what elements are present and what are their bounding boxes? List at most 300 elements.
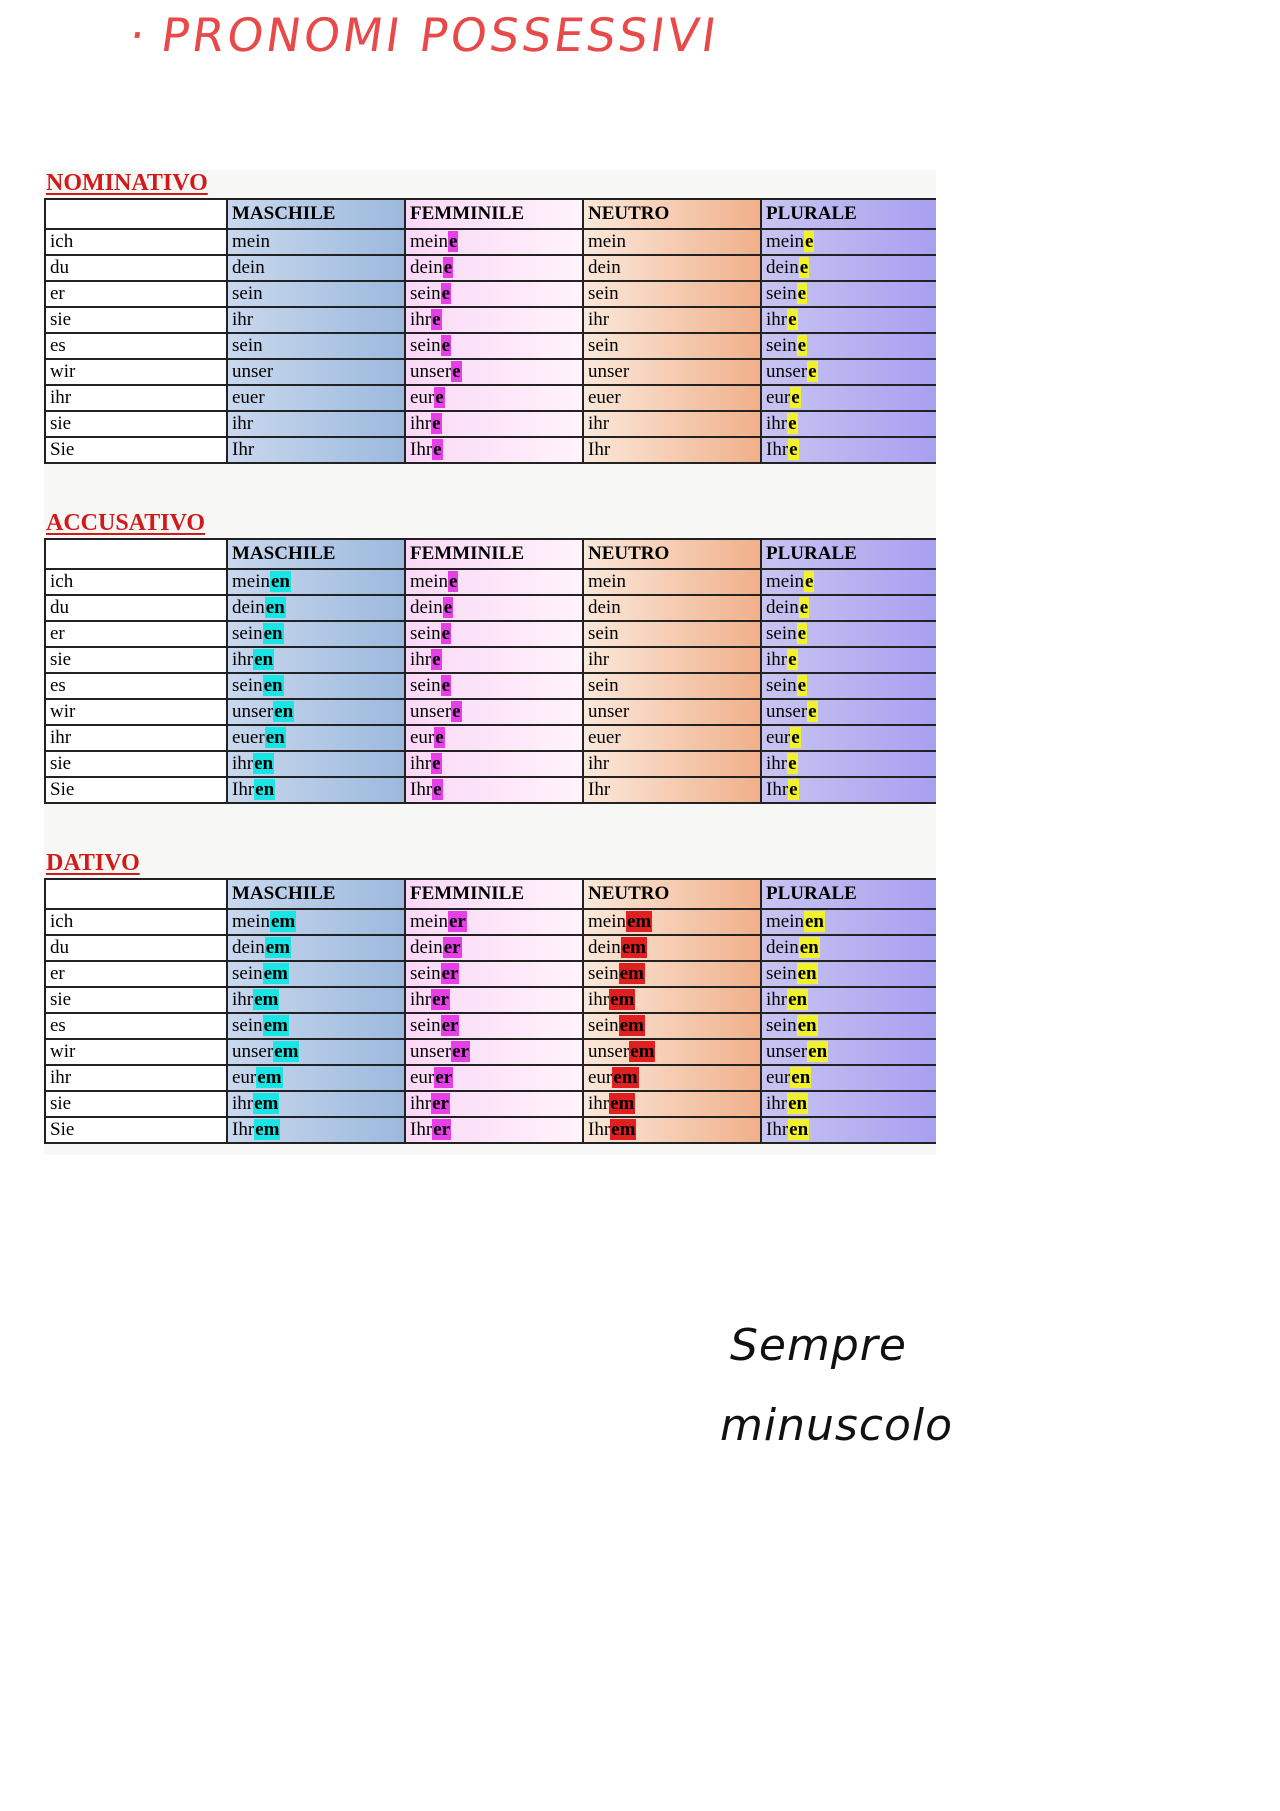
stem-text: mein [232, 571, 270, 592]
form-cell [227, 935, 405, 961]
pronoun-cell: Sie [45, 777, 227, 803]
table-row [45, 1013, 936, 1039]
ending-highlight: e [791, 727, 800, 748]
stem-text: Ihr [410, 1119, 433, 1140]
form-cell [761, 595, 936, 621]
stem-text: dein [232, 257, 265, 278]
ending-highlight: e [433, 439, 442, 460]
pronoun-cell: sie [45, 1091, 227, 1117]
header-row [45, 539, 936, 569]
form-cell [405, 987, 583, 1013]
table-row [45, 333, 936, 359]
form-cell [583, 333, 761, 359]
pronoun-cell: ihr [45, 385, 227, 411]
form-cell [583, 621, 761, 647]
stem-text: dein [410, 597, 443, 618]
ending-highlight: er [433, 1119, 451, 1140]
stem-text: unser [232, 701, 274, 722]
ending-highlight: e [788, 309, 797, 330]
ending-highlight: em [610, 989, 635, 1010]
stem-text: ihr [410, 309, 432, 330]
ending-highlight: em [613, 1067, 638, 1088]
header-row [45, 879, 936, 909]
stem-text: eur [410, 1067, 435, 1088]
table-row [45, 935, 936, 961]
form-cell [583, 411, 761, 437]
stem-text: Ihr [766, 779, 789, 800]
stem-text: ihr [410, 649, 432, 670]
table-row [45, 673, 936, 699]
stem-text: ihr [588, 413, 610, 434]
stem-text: sein [410, 283, 441, 304]
form-cell [583, 935, 761, 961]
column-header: MASCHILE [227, 199, 405, 229]
ending-highlight: en [788, 1093, 808, 1114]
case-title: ACCUSATIVO [46, 510, 206, 536]
column-header: NEUTRO [583, 879, 761, 909]
ending-highlight: e [443, 257, 453, 278]
ending-highlight: er [452, 1041, 470, 1062]
form-cell [227, 961, 405, 987]
form-cell [583, 909, 761, 935]
stem-text: mein [232, 911, 270, 932]
stem-text: unser [766, 1041, 808, 1062]
stem-text: Ihr [588, 1119, 611, 1140]
stem-text: mein [588, 571, 626, 592]
form-cell [227, 229, 405, 255]
table-row [45, 725, 936, 751]
nominativo-table [44, 198, 936, 464]
form-cell [583, 647, 761, 673]
table-row [45, 961, 936, 987]
form-cell [227, 359, 405, 385]
form-cell [761, 751, 936, 777]
column-header: PLURALE [761, 879, 936, 909]
form-cell [583, 229, 761, 255]
stem-text: dein [410, 937, 443, 958]
table-row [45, 411, 936, 437]
stem-text: euer [232, 727, 265, 748]
stem-text: euer [588, 387, 621, 408]
form-cell [761, 437, 936, 463]
form-cell [227, 333, 405, 359]
ending-highlight: er [449, 911, 466, 932]
stem-text: sein [588, 335, 619, 356]
form-cell [761, 359, 936, 385]
stem-text: sein [410, 1015, 441, 1036]
pronoun-header [45, 199, 227, 229]
stem-text: mein [410, 571, 448, 592]
form-cell [761, 1039, 936, 1065]
form-cell [583, 725, 761, 751]
form-cell [405, 229, 583, 255]
ending-highlight: e [791, 387, 800, 408]
stem-text: sein [232, 335, 263, 356]
pronoun-cell: sie [45, 751, 227, 777]
form-cell [583, 1065, 761, 1091]
ending-highlight: e [441, 675, 451, 696]
pronoun-header [45, 879, 227, 909]
form-cell [405, 595, 583, 621]
stem-text: Ihr [410, 779, 433, 800]
ending-highlight: e [808, 361, 817, 382]
form-cell [227, 1091, 405, 1117]
ending-highlight: e [797, 283, 807, 304]
stem-text: sein [766, 335, 797, 356]
ending-highlight: e [788, 649, 797, 670]
stem-text: ihr [766, 1093, 788, 1114]
form-cell [227, 595, 405, 621]
form-cell [583, 307, 761, 333]
ending-highlight: e [432, 753, 441, 774]
form-cell [761, 411, 936, 437]
stem-text: ihr [410, 753, 432, 774]
ending-highlight: em [263, 1015, 288, 1036]
pronoun-cell: du [45, 935, 227, 961]
stem-text: sein [232, 675, 263, 696]
stem-text: mein [232, 231, 270, 252]
pronoun-cell: Sie [45, 1117, 227, 1143]
header-row [45, 199, 936, 229]
ending-highlight: e [805, 231, 814, 252]
ending-highlight: en [274, 701, 294, 722]
stem-text: unser [410, 361, 452, 382]
form-cell [227, 281, 405, 307]
pronoun-cell: es [45, 673, 227, 699]
stem-text: ihr [588, 649, 610, 670]
ending-highlight: er [435, 1067, 453, 1088]
stem-text: ihr [766, 413, 788, 434]
ending-highlight: e [797, 675, 807, 696]
ending-highlight: e [441, 283, 451, 304]
ending-highlight: e [433, 779, 442, 800]
ending-highlight: er [441, 1015, 459, 1036]
form-cell [583, 987, 761, 1013]
pronoun-cell: es [45, 333, 227, 359]
stem-text: ihr [232, 649, 254, 670]
ending-highlight: e [789, 439, 798, 460]
form-cell [761, 1091, 936, 1117]
ending-highlight: e [797, 335, 807, 356]
stem-text: ihr [232, 989, 254, 1010]
stem-text: eur [410, 387, 435, 408]
stem-text: sein [232, 963, 263, 984]
stem-text: sein [766, 623, 797, 644]
pronoun-cell: sie [45, 647, 227, 673]
pronoun-cell: sie [45, 987, 227, 1013]
ending-highlight: e [441, 335, 451, 356]
case-title: NOMINATIVO [46, 170, 208, 196]
stem-text: mein [766, 911, 804, 932]
ending-highlight: en [263, 675, 283, 696]
stem-text: mein [588, 911, 626, 932]
accusativo-table [44, 538, 936, 804]
form-cell [761, 281, 936, 307]
stem-text: unser [766, 361, 808, 382]
form-cell [761, 725, 936, 751]
ending-highlight: e [799, 257, 809, 278]
form-cell [761, 909, 936, 935]
ending-highlight: e [788, 753, 797, 774]
form-cell [405, 569, 583, 595]
column-header: PLURALE [761, 539, 936, 569]
ending-highlight: en [797, 963, 817, 984]
stem-text: mein [410, 911, 448, 932]
stem-text: eur [588, 1067, 613, 1088]
form-cell [405, 1117, 583, 1143]
stem-text: unser [766, 701, 808, 722]
stem-text: eur [232, 1067, 257, 1088]
table-row [45, 1117, 936, 1143]
form-cell [583, 961, 761, 987]
ending-highlight: er [443, 937, 461, 958]
pronoun-cell: ich [45, 229, 227, 255]
table-row [45, 229, 936, 255]
stem-text: ihr [588, 753, 610, 774]
ending-highlight: em [254, 1093, 279, 1114]
ending-highlight: er [432, 989, 449, 1010]
stem-text: Ihr [588, 779, 611, 800]
form-cell [761, 777, 936, 803]
form-cell [227, 385, 405, 411]
stem-text: ihr [232, 413, 254, 434]
ending-highlight: e [435, 387, 444, 408]
ending-highlight: em [263, 963, 288, 984]
handwritten-note-line2: minuscolo [720, 1400, 954, 1451]
form-cell [405, 777, 583, 803]
ending-highlight: em [619, 1015, 644, 1036]
form-cell [583, 437, 761, 463]
ending-highlight: en [797, 1015, 817, 1036]
table-row [45, 1091, 936, 1117]
stem-text: dein [410, 257, 443, 278]
ending-highlight: en [265, 597, 285, 618]
form-cell [227, 307, 405, 333]
form-cell [761, 1065, 936, 1091]
ending-highlight: e [452, 361, 461, 382]
stem-text: ihr [410, 413, 432, 434]
ending-highlight: em [257, 1067, 282, 1088]
stem-text: Ihr [588, 439, 611, 460]
stem-text: sein [588, 1015, 619, 1036]
page-title: · PRONOMI POSSESSIVI [126, 8, 723, 62]
pronoun-cell: ich [45, 909, 227, 935]
form-cell [227, 699, 405, 725]
ending-highlight: em [610, 1093, 635, 1114]
stem-text: dein [232, 597, 265, 618]
pronoun-cell: ihr [45, 725, 227, 751]
pronoun-cell: ihr [45, 1065, 227, 1091]
stem-text: sein [410, 963, 441, 984]
form-cell [227, 673, 405, 699]
ending-highlight: e [449, 231, 458, 252]
ending-highlight: em [621, 937, 646, 958]
stem-text: ihr [232, 753, 254, 774]
form-cell [405, 307, 583, 333]
ending-highlight: em [271, 911, 296, 932]
form-cell [761, 961, 936, 987]
form-cell [227, 255, 405, 281]
stem-text: sein [766, 675, 797, 696]
ending-highlight: em [255, 1119, 280, 1140]
form-cell [405, 385, 583, 411]
form-cell [405, 1065, 583, 1091]
form-cell [583, 673, 761, 699]
table-row [45, 595, 936, 621]
form-cell [761, 673, 936, 699]
ending-highlight: en [263, 623, 283, 644]
stem-text: mein [766, 231, 804, 252]
ending-highlight: en [805, 911, 824, 932]
ending-highlight: em [611, 1119, 636, 1140]
form-cell [761, 229, 936, 255]
form-cell [227, 1117, 405, 1143]
form-cell [227, 569, 405, 595]
pronoun-cell: wir [45, 699, 227, 725]
form-cell [227, 777, 405, 803]
stem-text: eur [766, 727, 791, 748]
stem-text: dein [766, 597, 799, 618]
stem-text: ihr [232, 1093, 254, 1114]
form-cell [761, 699, 936, 725]
table-row [45, 569, 936, 595]
form-cell [405, 281, 583, 307]
table-row [45, 699, 936, 725]
ending-highlight: e [788, 413, 797, 434]
form-cell [583, 1117, 761, 1143]
table-row [45, 751, 936, 777]
ending-highlight: en [265, 727, 285, 748]
pronoun-cell: es [45, 1013, 227, 1039]
form-cell [583, 777, 761, 803]
table-row [45, 777, 936, 803]
stem-text: Ihr [232, 779, 255, 800]
table-row [45, 647, 936, 673]
form-cell [583, 699, 761, 725]
form-cell [405, 751, 583, 777]
table-photo [44, 170, 936, 1155]
form-cell [405, 255, 583, 281]
stem-text: unser [232, 1041, 274, 1062]
stem-text: dein [766, 937, 799, 958]
form-cell [583, 359, 761, 385]
form-cell [405, 909, 583, 935]
dativo-table [44, 878, 936, 1144]
ending-highlight: em [265, 937, 290, 958]
stem-text: eur [766, 387, 791, 408]
ending-highlight: e [789, 779, 798, 800]
form-cell [227, 725, 405, 751]
table-row [45, 359, 936, 385]
form-cell [761, 569, 936, 595]
stem-text: ihr [766, 753, 788, 774]
stem-text: ihr [588, 1093, 610, 1114]
pronoun-cell: er [45, 281, 227, 307]
stem-text: sein [410, 335, 441, 356]
pronoun-cell: wir [45, 359, 227, 385]
form-cell [405, 411, 583, 437]
column-header: MASCHILE [227, 539, 405, 569]
form-cell [227, 1039, 405, 1065]
pronoun-header [45, 539, 227, 569]
ending-highlight: en [789, 1119, 809, 1140]
stem-text: sein [410, 675, 441, 696]
table-row [45, 1065, 936, 1091]
handwritten-note-line1: Sempre [730, 1320, 907, 1371]
column-header: FEMMINILE [405, 879, 583, 909]
stem-text: dein [232, 937, 265, 958]
form-cell [405, 673, 583, 699]
table-row [45, 385, 936, 411]
form-cell [761, 385, 936, 411]
stem-text: mein [410, 231, 448, 252]
form-cell [761, 647, 936, 673]
form-cell [761, 255, 936, 281]
stem-text: sein [766, 963, 797, 984]
table-row [45, 909, 936, 935]
form-cell [761, 1117, 936, 1143]
ending-highlight: em [254, 989, 279, 1010]
form-cell [761, 1013, 936, 1039]
pronoun-cell: wir [45, 1039, 227, 1065]
form-cell [583, 255, 761, 281]
ending-highlight: en [271, 571, 290, 592]
stem-text: sein [588, 963, 619, 984]
form-cell [227, 1013, 405, 1039]
ending-highlight: e [799, 597, 809, 618]
form-cell [583, 385, 761, 411]
stem-text: eur [766, 1067, 791, 1088]
stem-text: ihr [766, 649, 788, 670]
form-cell [405, 725, 583, 751]
stem-text: sein [410, 623, 441, 644]
stem-text: euer [588, 727, 621, 748]
form-cell [227, 437, 405, 463]
stem-text: ihr [766, 309, 788, 330]
form-cell [761, 935, 936, 961]
table-row [45, 621, 936, 647]
ending-highlight: en [255, 779, 275, 800]
pronoun-cell: sie [45, 411, 227, 437]
table-row [45, 1039, 936, 1065]
stem-text: Ihr [766, 1119, 789, 1140]
form-cell [227, 751, 405, 777]
stem-text: ihr [766, 989, 788, 1010]
ending-highlight: e [432, 649, 441, 670]
form-cell [227, 411, 405, 437]
form-cell [761, 987, 936, 1013]
form-cell [583, 1013, 761, 1039]
table-row [45, 437, 936, 463]
stem-text: ihr [232, 309, 254, 330]
ending-highlight: er [432, 1093, 449, 1114]
form-cell [761, 333, 936, 359]
stem-text: dein [588, 937, 621, 958]
ending-highlight: en [808, 1041, 828, 1062]
form-cell [227, 1065, 405, 1091]
case-title: DATIVO [46, 850, 140, 876]
ending-highlight: en [254, 753, 274, 774]
form-cell [405, 1013, 583, 1039]
stem-text: sein [232, 623, 263, 644]
stem-text: ihr [410, 989, 432, 1010]
stem-text: ihr [588, 989, 610, 1010]
ending-highlight: em [627, 911, 652, 932]
form-cell [761, 307, 936, 333]
form-cell [405, 699, 583, 725]
ending-highlight: e [432, 413, 441, 434]
stem-text: sein [766, 1015, 797, 1036]
